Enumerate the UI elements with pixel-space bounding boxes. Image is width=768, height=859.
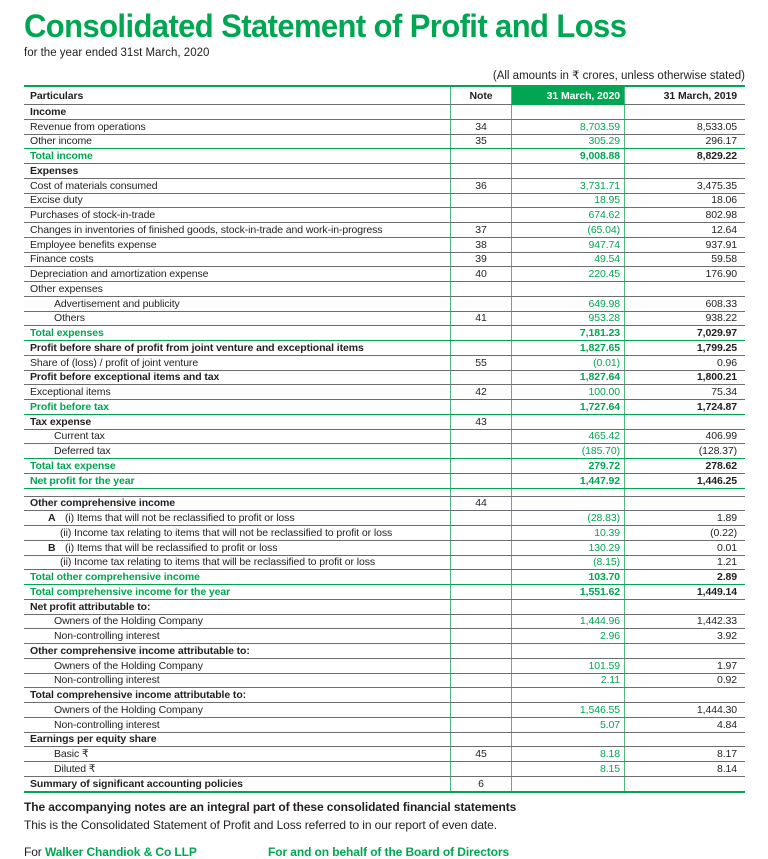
statement-table bbox=[24, 85, 745, 793]
table-row bbox=[24, 281, 745, 296]
row-note bbox=[450, 644, 511, 658]
table-row bbox=[24, 658, 745, 673]
row-label: Depreciation and amortization expense bbox=[30, 268, 209, 281]
row-label: Deferred tax bbox=[54, 445, 111, 458]
row-value-2019: 1.89 bbox=[716, 512, 737, 525]
row-label: Purchases of stock-in-trade bbox=[30, 209, 156, 222]
row-value-2019: 1,444.30 bbox=[696, 703, 737, 716]
row-label: Exceptional items bbox=[30, 386, 111, 399]
row-label: Income bbox=[30, 105, 67, 118]
row-value-2020: 130.29 bbox=[511, 541, 625, 555]
row-value-2019: 8.14 bbox=[716, 762, 737, 775]
table-row bbox=[24, 296, 745, 311]
table-row bbox=[24, 119, 745, 134]
table-row bbox=[24, 496, 745, 511]
row-label: Other comprehensive income bbox=[30, 497, 176, 510]
signature-row bbox=[24, 845, 745, 859]
row-value-2020: (8.15) bbox=[511, 556, 625, 570]
row-note bbox=[450, 733, 511, 747]
row-label: Other expenses bbox=[30, 282, 103, 295]
row-value-2020: 2.11 bbox=[511, 674, 625, 688]
row-value-2020 bbox=[511, 489, 625, 496]
row-note bbox=[450, 556, 511, 570]
row-value-2020: 8.18 bbox=[511, 747, 625, 761]
row-value-2019: 8.17 bbox=[716, 748, 737, 761]
table-row bbox=[24, 525, 745, 540]
row-value-2019: 608.33 bbox=[705, 297, 737, 310]
row-value-2020: 2.96 bbox=[511, 629, 625, 643]
row-value-2020 bbox=[511, 644, 625, 658]
row-label: Non-controlling interest bbox=[54, 674, 160, 687]
row-value-2020 bbox=[511, 282, 625, 296]
table-row bbox=[24, 134, 745, 149]
row-value-2020: 1,447.92 bbox=[511, 474, 625, 488]
row-value-2020 bbox=[511, 688, 625, 702]
row-value-2019: 938.22 bbox=[705, 312, 737, 325]
row-note bbox=[450, 164, 511, 178]
page-title: Consolidated Statement of Profit and Loss bbox=[24, 8, 627, 45]
table-row bbox=[24, 193, 745, 208]
row-note bbox=[450, 444, 511, 458]
table-row bbox=[24, 776, 745, 791]
table-row bbox=[24, 643, 745, 658]
row-value-2020: 953.28 bbox=[511, 312, 625, 326]
row-label: Non-controlling interest bbox=[54, 718, 160, 731]
row-value-2019 bbox=[625, 164, 745, 178]
row-note bbox=[450, 489, 511, 496]
table-row bbox=[24, 746, 745, 761]
table-row bbox=[24, 555, 745, 570]
row-letter: A bbox=[48, 512, 56, 525]
report-reference-statement: This is the Consolidated Statement of Profit and Loss referred to in our report of even date. bbox=[24, 817, 497, 832]
row-label: B (i) Items that will be reclassified to profit or loss bbox=[48, 541, 278, 554]
row-value-2020: 465.42 bbox=[511, 430, 625, 444]
row-value-2020: (65.04) bbox=[511, 223, 625, 237]
row-value-2020: 3,731.71 bbox=[511, 179, 625, 193]
table-row bbox=[24, 702, 745, 717]
row-label: Revenue from operations bbox=[30, 120, 146, 133]
table-row bbox=[24, 488, 745, 496]
row-label: Profit before exceptional items and tax bbox=[30, 371, 220, 384]
row-value-2020: 220.45 bbox=[511, 267, 625, 281]
row-value-2019: 7,029.97 bbox=[696, 327, 737, 340]
table-row bbox=[24, 614, 745, 629]
row-value-2020: 18.95 bbox=[511, 194, 625, 208]
row-note bbox=[450, 526, 511, 540]
row-label: Other income bbox=[30, 135, 92, 148]
table-row bbox=[24, 673, 745, 688]
row-label: Profit before share of profit from joint venture and exceptional items bbox=[30, 341, 364, 354]
row-value-2019: 278.62 bbox=[705, 459, 737, 472]
row-value-2019 bbox=[625, 644, 745, 658]
table-row bbox=[24, 178, 745, 193]
row-note: 38 bbox=[450, 238, 511, 252]
row-value-2019 bbox=[625, 777, 745, 791]
row-value-2020 bbox=[511, 497, 625, 511]
row-note: 42 bbox=[450, 385, 511, 399]
row-note bbox=[450, 459, 511, 473]
row-value-2019: 2.89 bbox=[716, 571, 737, 584]
row-label: Basic ₹ bbox=[54, 748, 89, 761]
row-label: (ii) Income tax relating to items that will not be reclassified to profit or loss bbox=[60, 526, 393, 539]
row-note: 44 bbox=[450, 497, 511, 511]
table-row bbox=[24, 569, 745, 584]
row-value-2019: 59.58 bbox=[711, 253, 737, 266]
row-note: 34 bbox=[450, 120, 511, 134]
row-note bbox=[450, 703, 511, 717]
row-note bbox=[450, 371, 511, 385]
row-value-2020: 674.62 bbox=[511, 208, 625, 222]
row-value-2020: 49.54 bbox=[511, 253, 625, 267]
row-value-2020: (28.83) bbox=[511, 511, 625, 525]
row-value-2019: 1.21 bbox=[716, 556, 737, 569]
row-note bbox=[450, 659, 511, 673]
row-note bbox=[450, 282, 511, 296]
row-label: Advertisement and publicity bbox=[54, 297, 180, 310]
row-value-2019: 1,724.87 bbox=[696, 400, 737, 413]
table-row bbox=[24, 237, 745, 252]
row-value-2019: 1,799.25 bbox=[696, 341, 737, 354]
table-row bbox=[24, 399, 745, 414]
row-value-2020: 5.07 bbox=[511, 718, 625, 732]
row-label: Cost of materials consumed bbox=[30, 179, 158, 192]
row-value-2019: (0.22) bbox=[710, 526, 737, 539]
row-value-2020: 1,827.65 bbox=[511, 341, 625, 355]
row-value-2019: 1,449.14 bbox=[696, 585, 737, 598]
row-value-2019: 406.99 bbox=[705, 430, 737, 443]
row-note bbox=[450, 194, 511, 208]
row-note bbox=[450, 105, 511, 119]
row-label: Net profit for the year bbox=[30, 474, 135, 487]
row-label: Owners of the Holding Company bbox=[54, 703, 203, 716]
row-value-2019: 8,533.05 bbox=[696, 120, 737, 133]
row-value-2019 bbox=[625, 733, 745, 747]
row-note bbox=[450, 430, 511, 444]
table-row bbox=[24, 443, 745, 458]
row-label: Total income bbox=[30, 150, 93, 163]
row-value-2020: 649.98 bbox=[511, 297, 625, 311]
row-note bbox=[450, 629, 511, 643]
row-value-2019 bbox=[625, 105, 745, 119]
row-label: Summary of significant accounting policies bbox=[30, 777, 243, 790]
table-header-row bbox=[24, 87, 745, 104]
row-value-2020: 8.15 bbox=[511, 762, 625, 776]
row-value-2020: 305.29 bbox=[511, 135, 625, 149]
table-row bbox=[24, 148, 745, 163]
row-label: Total other comprehensive income bbox=[30, 571, 200, 584]
row-note: 36 bbox=[450, 179, 511, 193]
row-value-2019: 1.97 bbox=[716, 659, 737, 672]
row-value-2020: 10.39 bbox=[511, 526, 625, 540]
row-label: Total comprehensive income for the year bbox=[30, 585, 231, 598]
row-label: Non-controlling interest bbox=[54, 630, 160, 643]
row-note bbox=[450, 585, 511, 599]
row-note bbox=[450, 474, 511, 488]
row-label: Owners of the Holding Company bbox=[54, 615, 203, 628]
row-value-2019: (128.37) bbox=[698, 445, 737, 458]
row-note: 45 bbox=[450, 747, 511, 761]
row-value-2020: 100.00 bbox=[511, 385, 625, 399]
row-value-2019: 0.01 bbox=[716, 541, 737, 554]
row-value-2020: 1,444.96 bbox=[511, 615, 625, 629]
row-note bbox=[450, 615, 511, 629]
row-note: 41 bbox=[450, 312, 511, 326]
row-letter: B bbox=[48, 541, 56, 554]
row-note: 37 bbox=[450, 223, 511, 237]
table-row bbox=[24, 370, 745, 385]
statement-table-body bbox=[24, 104, 745, 791]
row-note bbox=[450, 718, 511, 732]
row-value-2020: (185.70) bbox=[511, 444, 625, 458]
row-value-2020: 1,827.64 bbox=[511, 371, 625, 385]
row-value-2019: 296.17 bbox=[705, 135, 737, 148]
row-value-2019 bbox=[625, 497, 745, 511]
row-value-2020 bbox=[511, 600, 625, 614]
table-row bbox=[24, 163, 745, 178]
table-row bbox=[24, 311, 745, 326]
row-value-2020 bbox=[511, 164, 625, 178]
table-row bbox=[24, 207, 745, 222]
table-row bbox=[24, 104, 745, 119]
table-row bbox=[24, 355, 745, 370]
row-label: Net profit attributable to: bbox=[30, 600, 151, 613]
row-value-2019 bbox=[625, 282, 745, 296]
row-value-2020: 1,727.64 bbox=[511, 400, 625, 414]
row-value-2019: 4.84 bbox=[716, 718, 737, 731]
auditor-for-prefix: For bbox=[24, 844, 45, 859]
row-value-2020 bbox=[511, 105, 625, 119]
table-row bbox=[24, 266, 745, 281]
row-label: Earnings per equity share bbox=[30, 733, 157, 746]
table-row bbox=[24, 340, 745, 355]
row-value-2020: 8,703.59 bbox=[511, 120, 625, 134]
row-label: Changes in inventories of finished goods, stock-in-trade and work-in-progress bbox=[30, 223, 383, 236]
row-note: 35 bbox=[450, 135, 511, 149]
auditor-signature bbox=[24, 845, 268, 859]
row-value-2019: 1,442.33 bbox=[696, 615, 737, 628]
row-note bbox=[450, 600, 511, 614]
row-note: 40 bbox=[450, 267, 511, 281]
row-value-2019: 12.64 bbox=[711, 223, 737, 236]
row-note bbox=[450, 400, 511, 414]
table-row bbox=[24, 761, 745, 776]
row-note bbox=[450, 688, 511, 702]
column-header-fy2020: 31 March, 2020 bbox=[511, 87, 625, 104]
row-note: 6 bbox=[450, 777, 511, 791]
table-row bbox=[24, 687, 745, 702]
table-row bbox=[24, 414, 745, 429]
row-label: Total comprehensive income attributable to: bbox=[30, 689, 247, 702]
row-value-2019: 176.90 bbox=[705, 268, 737, 281]
row-label: Profit before tax bbox=[30, 400, 109, 413]
row-note bbox=[450, 341, 511, 355]
row-value-2020 bbox=[511, 777, 625, 791]
row-label: Current tax bbox=[54, 430, 105, 443]
row-label: Excise duty bbox=[30, 194, 83, 207]
row-note bbox=[450, 297, 511, 311]
row-note bbox=[450, 208, 511, 222]
table-row bbox=[24, 599, 745, 614]
column-header-particulars: Particulars bbox=[30, 89, 84, 102]
row-note bbox=[450, 511, 511, 525]
row-value-2019: 0.96 bbox=[716, 356, 737, 369]
row-value-2020: 1,551.62 bbox=[511, 585, 625, 599]
table-row bbox=[24, 384, 745, 399]
row-value-2020: 279.72 bbox=[511, 459, 625, 473]
row-value-2019: 8,829.22 bbox=[696, 150, 737, 163]
row-label: Other comprehensive income attributable to: bbox=[30, 644, 250, 657]
row-note: 39 bbox=[450, 253, 511, 267]
table-row bbox=[24, 540, 745, 555]
column-header-note: Note bbox=[450, 87, 511, 104]
row-note bbox=[450, 541, 511, 555]
row-label: Diluted ₹ bbox=[54, 762, 96, 775]
row-label: Others bbox=[54, 312, 85, 325]
row-note: 43 bbox=[450, 415, 511, 429]
row-note bbox=[450, 326, 511, 340]
row-value-2019: 1,446.25 bbox=[696, 474, 737, 487]
row-note: 55 bbox=[450, 356, 511, 370]
row-label: A (i) Items that will not be reclassified to profit or loss bbox=[48, 512, 295, 525]
table-row bbox=[24, 222, 745, 237]
table-row bbox=[24, 252, 745, 267]
row-note bbox=[450, 149, 511, 163]
row-note bbox=[450, 762, 511, 776]
board-signature: For and on behalf of the Board of Directors bbox=[268, 844, 510, 859]
row-value-2020: 1,546.55 bbox=[511, 703, 625, 717]
table-row bbox=[24, 717, 745, 732]
row-label: Owners of the Holding Company bbox=[54, 659, 203, 672]
row-value-2019 bbox=[625, 415, 745, 429]
row-label: Expenses bbox=[30, 164, 79, 177]
row-label: Total tax expense bbox=[30, 459, 116, 472]
row-value-2019: 802.98 bbox=[705, 209, 737, 222]
row-value-2019: 3.92 bbox=[716, 630, 737, 643]
row-note bbox=[450, 570, 511, 584]
column-header-fy2019: 31 March, 2019 bbox=[663, 89, 737, 102]
auditor-name: Walker Chandiok & Co LLP bbox=[44, 844, 197, 859]
row-value-2019: 3,475.35 bbox=[696, 179, 737, 192]
row-value-2020: 101.59 bbox=[511, 659, 625, 673]
row-value-2020: 947.74 bbox=[511, 238, 625, 252]
row-value-2019: 75.34 bbox=[711, 386, 737, 399]
row-value-2019: 18.06 bbox=[711, 194, 737, 207]
table-row bbox=[24, 510, 745, 525]
page-subtitle: for the year ended 31st March, 2020 bbox=[24, 47, 210, 59]
row-label: Employee benefits expense bbox=[30, 238, 157, 251]
table-row bbox=[24, 584, 745, 599]
table-row bbox=[24, 473, 745, 488]
row-value-2020 bbox=[511, 733, 625, 747]
row-value-2019: 937.91 bbox=[705, 238, 737, 251]
row-label: (ii) Income tax relating to items that will be reclassified to profit or loss bbox=[60, 556, 376, 569]
row-value-2019 bbox=[625, 489, 745, 496]
table-row bbox=[24, 732, 745, 747]
row-value-2020: 7,181.23 bbox=[511, 326, 625, 340]
row-label: Total expenses bbox=[30, 327, 104, 340]
row-value-2020: (0.01) bbox=[511, 356, 625, 370]
row-value-2020: 103.70 bbox=[511, 570, 625, 584]
row-note bbox=[450, 674, 511, 688]
table-row bbox=[24, 429, 745, 444]
row-value-2019: 0.92 bbox=[716, 674, 737, 687]
row-value-2019: 1,800.21 bbox=[696, 371, 737, 384]
row-label: Tax expense bbox=[30, 415, 92, 428]
row-value-2019 bbox=[625, 688, 745, 702]
table-row bbox=[24, 325, 745, 340]
row-label: Finance costs bbox=[30, 253, 94, 266]
row-value-2020: 9,008.88 bbox=[511, 149, 625, 163]
row-value-2020 bbox=[511, 415, 625, 429]
amounts-note: (All amounts in ₹ crores, unless otherwise stated) bbox=[492, 70, 745, 82]
notes-integral-statement: The accompanying notes are an integral part of these consolidated financial statements bbox=[24, 799, 517, 814]
row-label: Share of (loss) / profit of joint venture bbox=[30, 356, 199, 369]
table-row bbox=[24, 628, 745, 643]
row-value-2019 bbox=[625, 600, 745, 614]
table-row bbox=[24, 458, 745, 473]
